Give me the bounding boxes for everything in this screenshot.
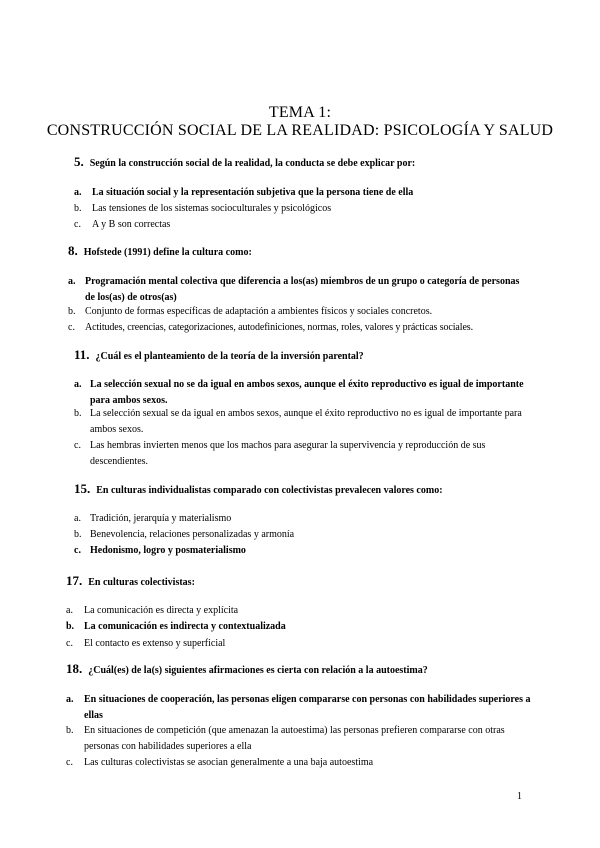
question-5-option-a [74, 185, 534, 201]
question-17 [66, 573, 195, 589]
option-text: Las tensiones de los sistemas socioculturales y psicológicos [92, 203, 332, 214]
option-letter: a. [74, 379, 82, 390]
option-text: El contacto es extenso y superficial [84, 638, 226, 649]
question-text: En culturas colectivistas: [88, 577, 195, 588]
question-18 [66, 661, 428, 677]
option-text: La comunicación es directa y explícita [84, 605, 239, 616]
question-18-option-c [66, 755, 534, 771]
option-text: La selección sexual no se da igual en ambos sexos, aunque el éxito reproductivo es igual de importante para ambos sexos. [90, 379, 524, 406]
question-5-option-b [74, 201, 534, 217]
question-18-option-b [66, 723, 534, 755]
question-8 [68, 243, 252, 259]
option-letter: c. [74, 219, 81, 230]
question-5-option-c [74, 217, 534, 233]
option-letter: a. [74, 187, 82, 198]
question-11-option-c [74, 438, 540, 470]
question-11 [74, 347, 364, 363]
option-letter: c. [66, 638, 73, 649]
question-8-option-b [68, 304, 524, 320]
question-15-option-a [74, 511, 534, 527]
question-text: ¿Cuál es el planteamiento de la teoría de la inversión parental? [95, 351, 364, 362]
question-text: ¿Cuál(es) de la(s) siguientes afirmaciones es cierta con relación a la autoestima? [88, 665, 428, 676]
option-letter: b. [74, 529, 82, 540]
question-15-option-c [74, 543, 534, 559]
option-text: Las culturas colectivistas se asocian generalmente a una baja autoestima [84, 757, 374, 768]
option-letter: c. [66, 757, 73, 768]
question-text: En culturas individualistas comparado con colectivistas prevalecen valores como: [96, 485, 443, 496]
question-8-option-a [68, 274, 524, 306]
question-15-option-b [74, 527, 534, 543]
option-text: En situaciones de cooperación, las personas eligen compararse con personas con habilidades superiores a ellas [84, 694, 531, 721]
option-text: Conjunto de formas específicas de adaptación a ambientes físicos y sociales concretos. [85, 306, 433, 317]
option-text: Actitudes, creencias, categorizaciones, autodefiniciones, normas, roles, valores y prácticas sociales. [85, 322, 473, 333]
question-11-option-a [74, 377, 534, 409]
question-text: Según la construcción social de la realidad, la conducta se debe explicar por: [89, 158, 416, 169]
option-text: La selección sexual se da igual en ambos sexos, aunque el éxito reproductivo no es igual de importante para ambos sexos. [90, 408, 522, 435]
question-17-option-b [66, 619, 526, 635]
question-number: 18. [66, 661, 83, 676]
page-number: 1 [517, 791, 522, 802]
question-number: 5. [74, 154, 84, 169]
document-subtitle: CONSTRUCCIÓN SOCIAL DE LA REALIDAD: PSICOLOGÍA Y SALUD [46, 122, 554, 139]
option-text: Benevolencia, relaciones personalizadas y armonía [90, 529, 295, 540]
option-letter: b. [74, 203, 82, 214]
question-number: 11. [74, 347, 90, 362]
question-number: 15. [74, 481, 91, 496]
option-letter: a. [68, 276, 76, 287]
option-letter: a. [66, 605, 73, 616]
question-15 [74, 481, 443, 497]
question-17-option-c [66, 636, 526, 652]
option-letter: b. [74, 408, 82, 419]
option-text: Las hembras invierten menos que los machos para asegurar la supervivencia y reproducción de sus descendientes. [90, 440, 486, 467]
option-letter: b. [66, 621, 75, 632]
option-text: La situación social y la representación subjetiva que la persona tiene de ella [92, 187, 414, 198]
option-text: En situaciones de competición (que amenazan la autoestima) las personas prefieren compararse con otras personas con habilidades superiores a ella [84, 725, 505, 752]
question-8-option-c [68, 320, 538, 336]
question-number: 17. [66, 573, 83, 588]
option-letter: c. [74, 545, 81, 556]
question-text: Hofstede (1991) define la cultura como: [83, 247, 252, 258]
option-letter: a. [74, 513, 81, 524]
option-text: La comunicación es indirecta y contextualizada [84, 621, 286, 632]
question-5 [74, 154, 415, 170]
option-text: Hedonismo, logro y posmaterialismo [90, 545, 246, 556]
question-17-option-a [66, 603, 526, 619]
option-letter: c. [68, 322, 75, 333]
option-text: Programación mental colectiva que diferencia a los(as) miembros de un grupo o categoría de personas de los(as) de otros(as) [85, 276, 520, 303]
option-letter: a. [66, 694, 74, 705]
option-letter: c. [74, 440, 81, 451]
option-letter: b. [68, 306, 76, 317]
question-11-option-b [74, 406, 534, 438]
option-text: Tradición, jerarquía y materialismo [90, 513, 232, 524]
question-18-option-a [66, 692, 534, 724]
document-title: TEMA 1: [268, 104, 332, 121]
question-number: 8. [68, 243, 78, 258]
option-text: A y B son correctas [92, 219, 171, 230]
option-letter: b. [66, 725, 74, 736]
